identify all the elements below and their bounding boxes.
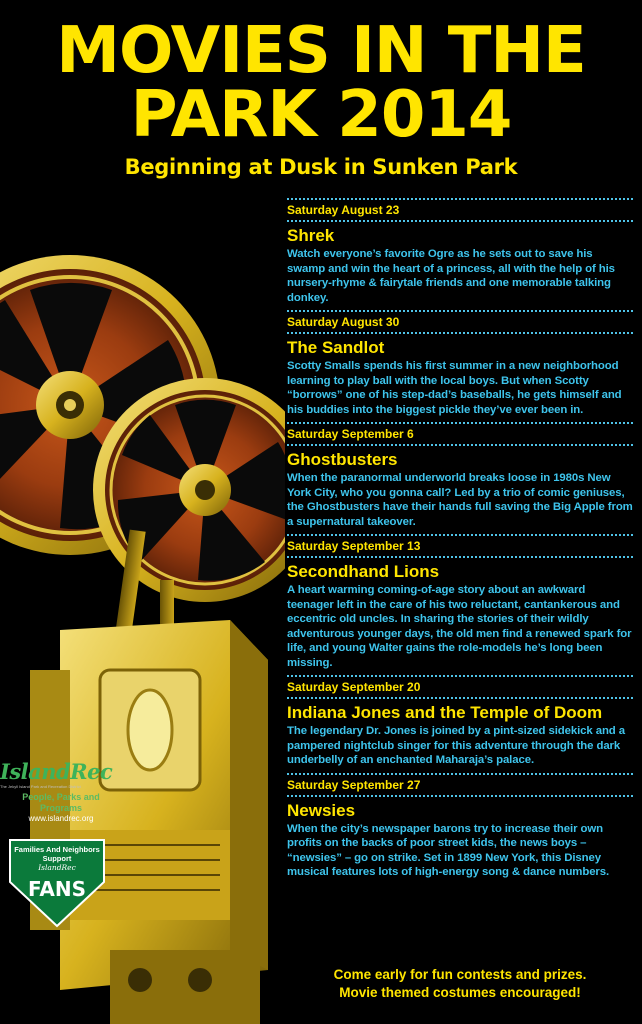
show-date: Saturday September 13: [287, 534, 633, 558]
islandrec-motto: People, Parks and Programs: [22, 792, 100, 813]
poster-title-line-2: PARK 2014: [130, 78, 512, 152]
show-date: Saturday September 27: [287, 773, 633, 797]
movie-title: Indiana Jones and the Temple of Doom: [287, 703, 603, 722]
movie-title: Secondhand Lions: [287, 562, 440, 581]
movie-description: When the paranormal underworld breaks loose in 1980s New York City, who you gonna call? Led by a trio of comic geniuses, the Ghostbusters have their hands full saving the Big Apple from a supernatural takeover.: [287, 472, 633, 528]
list-item: [287, 675, 633, 768]
show-date: Saturday September 6: [287, 422, 633, 446]
islandrec-url: www.islandrec.org: [28, 814, 94, 823]
fans-logo: [4, 832, 110, 930]
show-date: Saturday August 23: [287, 198, 633, 222]
islandrec-logo: [0, 760, 122, 824]
list-item: [287, 773, 633, 880]
movie-title: Ghostbusters: [287, 450, 398, 469]
show-date: Saturday September 20: [287, 675, 633, 699]
islandrec-logo-name: IslandRec: [0, 759, 113, 784]
fans-logo-line-3: IslandRec: [38, 863, 76, 872]
fans-logo-badge: FANS: [28, 877, 86, 901]
list-item: [287, 198, 633, 305]
footer-line-1: Come early for fun contests and prizes.: [333, 967, 587, 982]
list-item: [287, 310, 633, 417]
movie-description: When the city’s newspaper barons try to increase their own profits on the backs of poor street kids, the news boys – “newsies” – go on strike. Set in 1899 New York, this Disney musical features lots of high-energy song & dance numbers.: [287, 822, 610, 878]
movie-listing: [287, 198, 633, 885]
footer-note: [300, 966, 620, 1002]
movie-title: Newsies: [287, 800, 356, 820]
list-item: [287, 422, 633, 529]
show-date: Saturday August 30: [287, 310, 633, 334]
footer-line-2: Movie themed costumes encouraged!: [339, 985, 581, 1000]
fans-logo-line-2: Support: [42, 854, 72, 863]
movie-description: The legendary Dr. Jones is joined by a pint-sized sidekick and a pampered nightclub singer for this adventure through the dark underbelly of an enchanted Maharaja’s palace.: [287, 725, 625, 766]
movie-title: Shrek: [287, 226, 335, 245]
movie-description: A heart warming coming-of-age story about an awkward teenager left in the care of his two reluctant, cantankerous and eccentric old uncles. In sharing the stories of their wildly adventurous younger days, the old men find a renewed spark for life, and young Walter gains the role-models he’s long been missing.: [287, 584, 632, 669]
fans-logo-line-1: Families And Neighbors: [14, 845, 100, 854]
movie-description: Scotty Smalls spends his first summer in a new neighborhood learning to play ball with the local boys. But when Scotty “borrows” one of his step-dad’s baseballs, he gets himself and his buddies into the biggest pickle they’ve ever been in.: [287, 360, 622, 416]
poster-subtitle: Beginning at Dusk in Sunken Park: [124, 155, 518, 179]
movie-title: The Sandlot: [287, 338, 385, 357]
list-item: [287, 534, 633, 670]
islandrec-logo-small-text: The Jekyll Island Park and Recreation District: [0, 784, 81, 789]
movie-description: Watch everyone’s favorite Ogre as he sets out to save his swamp and win the heart of a princess, all with the help of his nursery-rhyme & fairytale friends and one memorable talking donkey.: [287, 248, 615, 304]
poster-title-line-1: MOVIES IN THE: [56, 14, 586, 88]
